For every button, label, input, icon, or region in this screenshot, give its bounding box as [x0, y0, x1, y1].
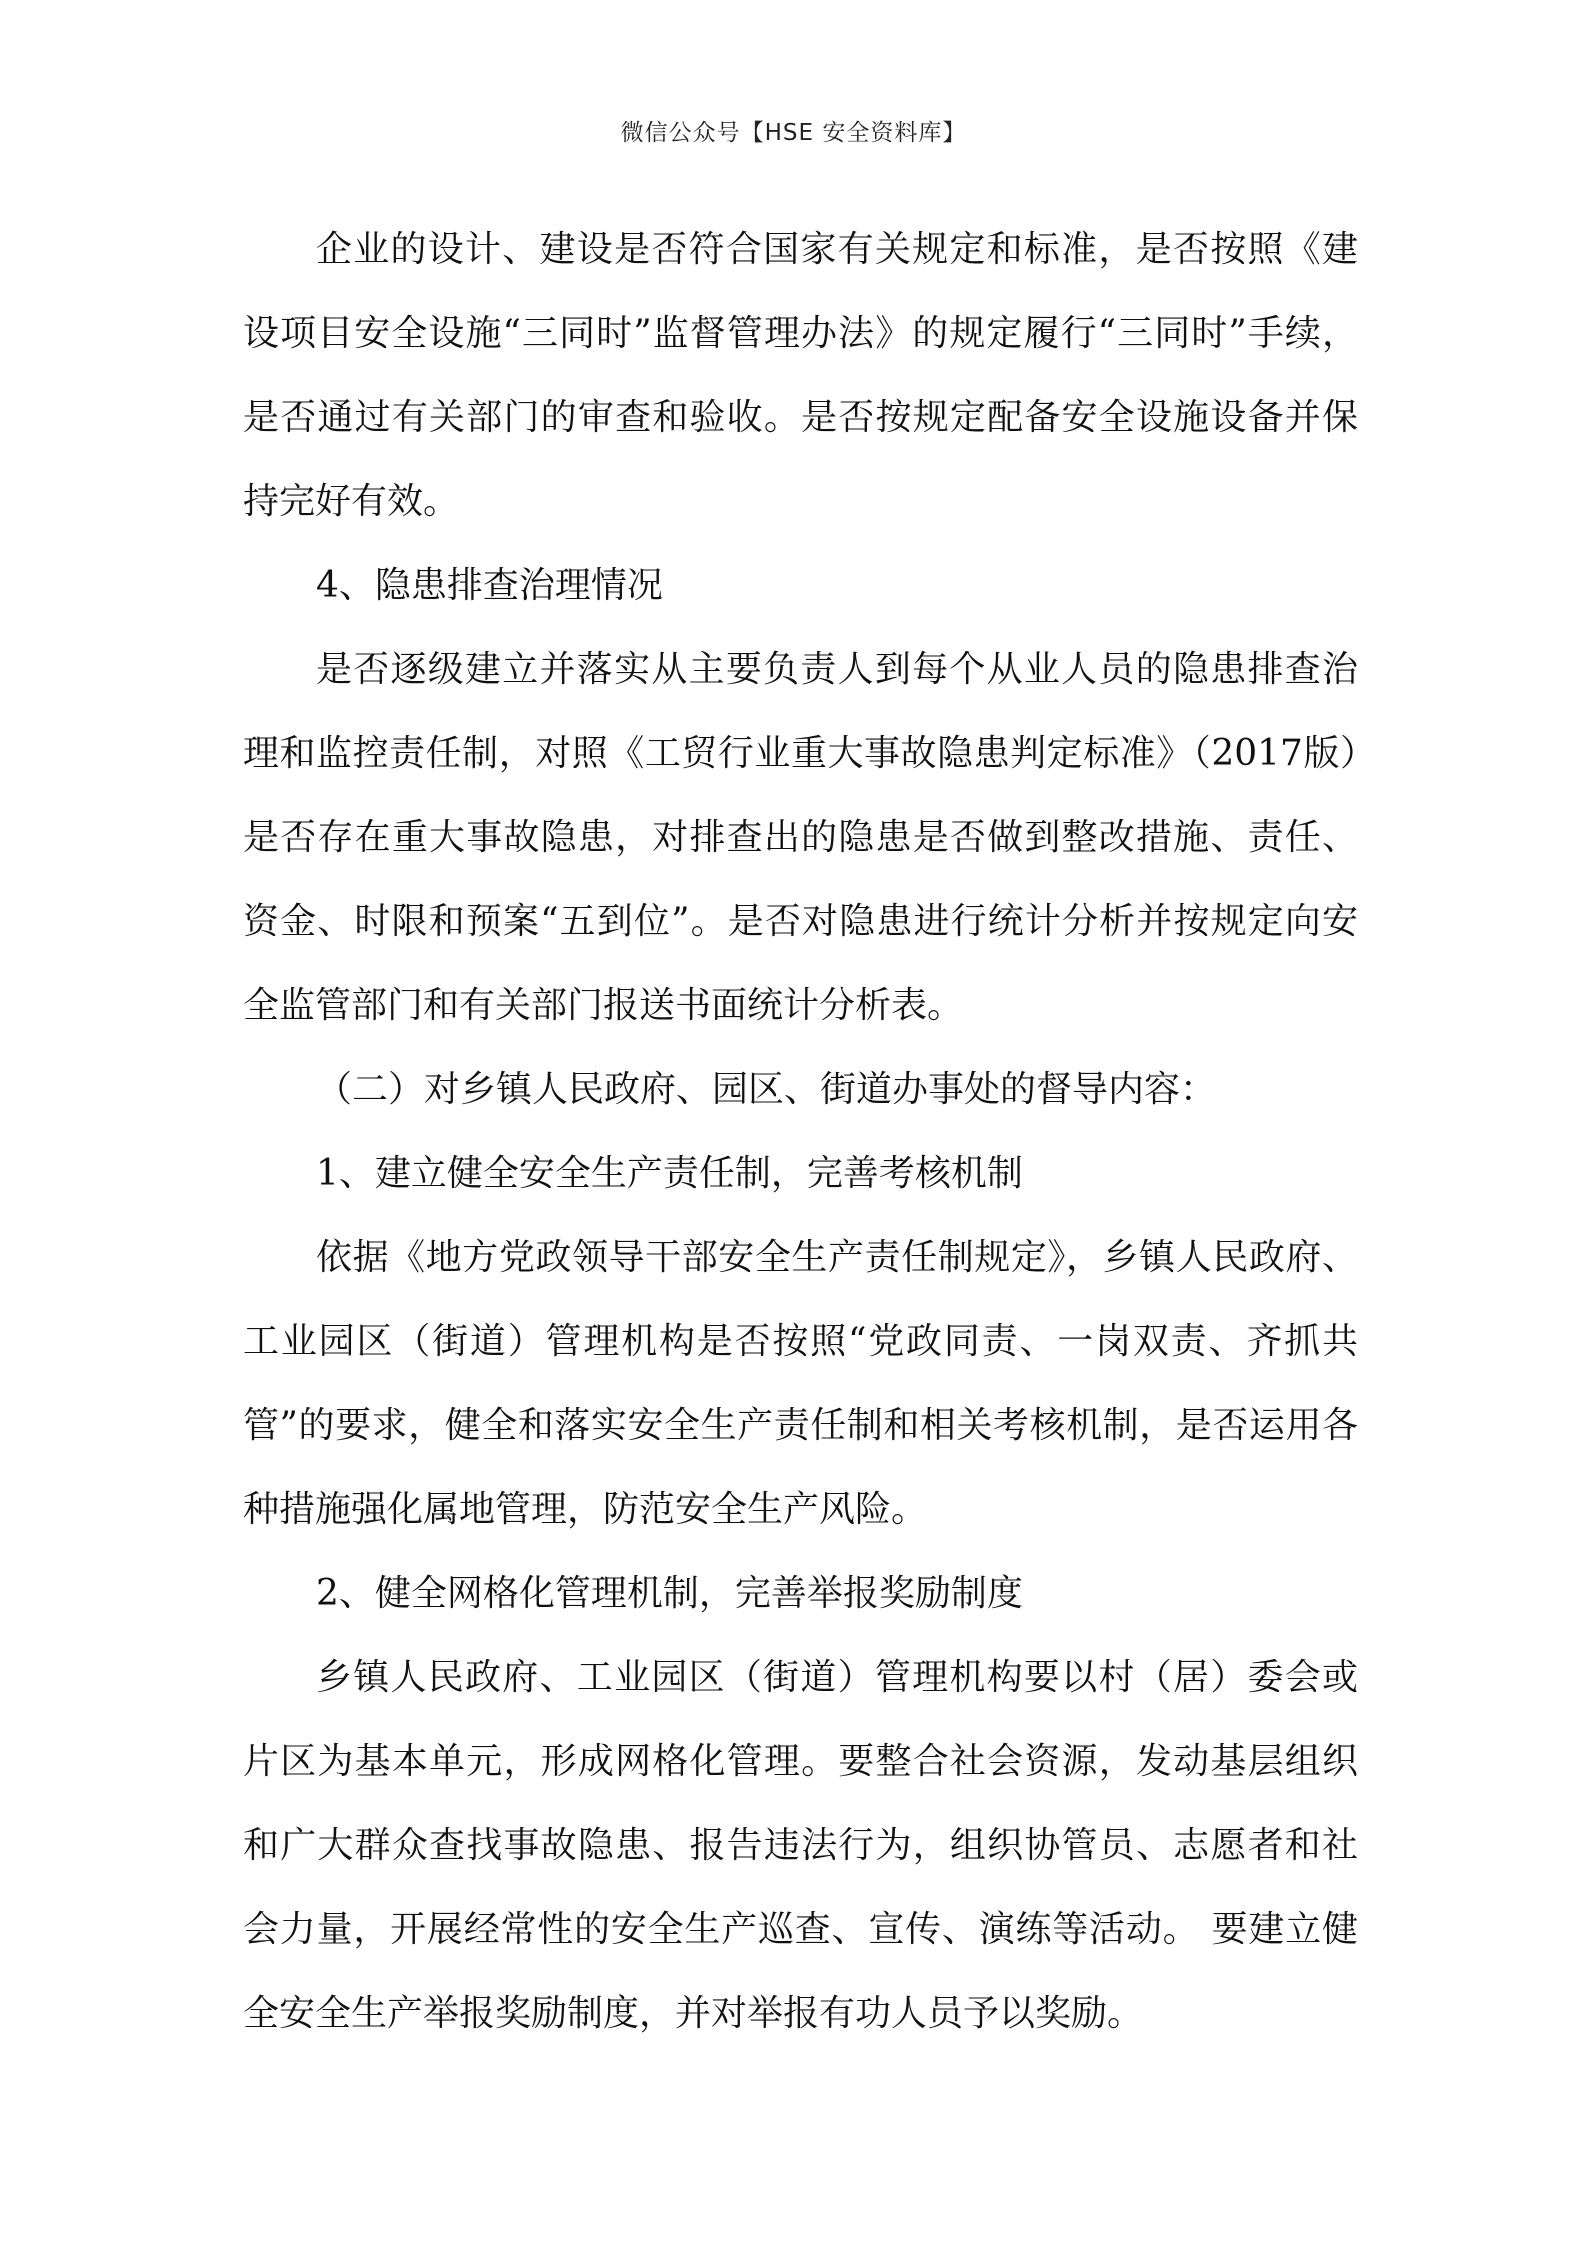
paragraph-responsibility-system: 依据《地方党政领导干部安全生产责任制规定》，乡镇人民政府、工业园区（街道）管理机构是否按照“党政同责、一岗双责、齐抓共管”的要求，健全和落实安全生产责任制和相关考核机制，是否运用各种措施强化属地管理，防范安全生产风险。 — [243, 1237, 1358, 1530]
paragraph-design-construction: 企业的设计、建设是否符合国家有关规定和标准，是否按照《建设项目安全设施“三同时”监督管理办法》的规定履行“三同时”手续，是否通过有关部门的审查和验收。是否按规定配备安全设施设备并保持完好有效。 — [243, 229, 1358, 522]
section-heading-hazard-investigation: 4、隐患排查治理情况 — [316, 565, 663, 606]
paragraph-hazard-investigation: 是否逐级建立并落实从主要负责人到每个从业人员的隐患排查治理和监控责任制，对照《工贸行业重大事故隐患判定标准》（2017版）是否存在重大事故隐患，对排查出的隐患是否做到整改措施、责任、资金、时限和预案“五到位”。是否对隐患进行统计分析并按规定向安全监管部门和有关部门报送书面统计分析表。 — [243, 649, 1358, 1026]
body-content — [243, 208, 1358, 2056]
page-header: 微信公众号【HSE 安全资料库】 — [620, 120, 967, 146]
section-heading-township-supervision: （二）对乡镇人民政府、园区、街道办事处的督导内容： — [316, 1069, 1217, 1110]
paragraph-grid-management: 乡镇人民政府、工业园区（街道）管理机构要以村（居）委会或片区为基本单元，形成网格化管理。要整合社会资源，发动基层组织和广大群众查找事故隐患、报告违法行为，组织协管员、志愿者和社会力量，开展经常性的安全生产巡查、宣传、演练等活动。 要建立健全安全生产举报奖励制度，并对举报有功人员予以奖励。 — [243, 1657, 1358, 2034]
section-heading-grid-management: 2、健全网格化管理机制，完善举报奖励制度 — [316, 1573, 1023, 1614]
section-heading-responsibility-system: 1、建立健全安全生产责任制，完善考核机制 — [316, 1153, 1023, 1194]
